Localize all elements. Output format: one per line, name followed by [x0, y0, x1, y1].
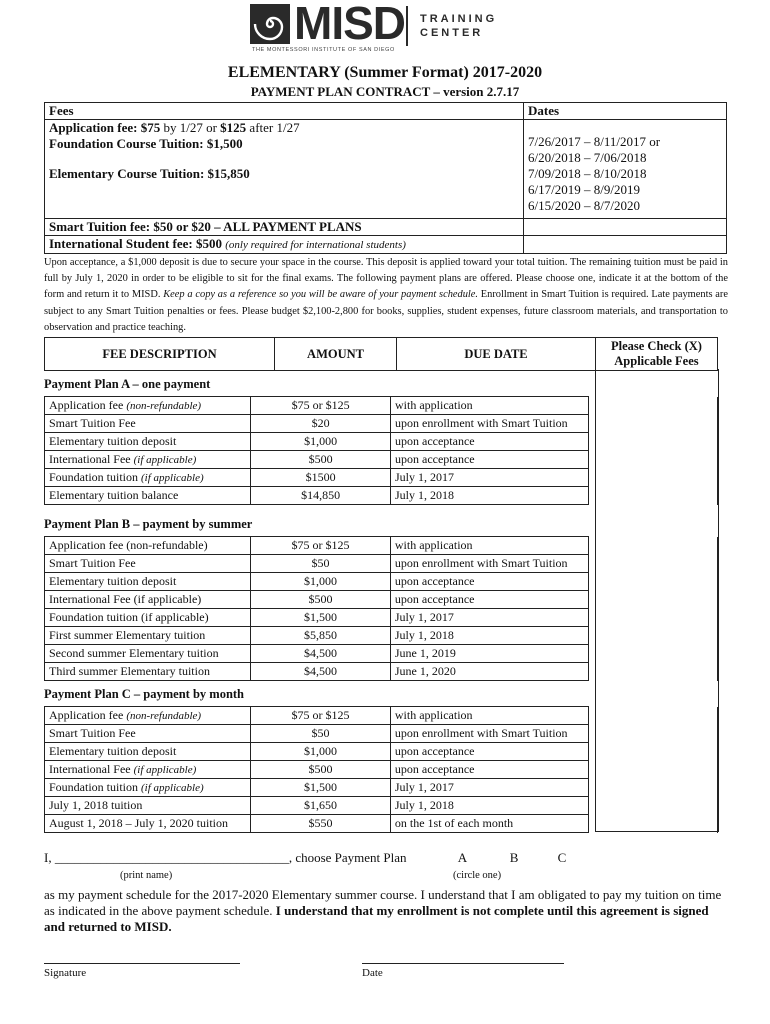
intro-text: Upon acceptance, a $1,000 deposit is due to secure your space in the course. This deposit is applied toward your total tuition. The remaining tuition must be paid in full by July 1, 2020 in order to be eligible to sit for the final exams. The following payment plans are offered. Please choose one, indicate it at the bottom of the form and return it to MISD. [44, 257, 728, 301]
fee-description-text: Second summer Elementary tuition [49, 646, 219, 660]
circle-one-hint: (circle one) [453, 870, 502, 881]
fee-description-text: Smart Tuition Fee [49, 556, 136, 570]
fee-amount: $1,500 [251, 609, 391, 627]
foundation-tuition: Foundation Course Tuition: $1,500 [49, 136, 243, 151]
fee-description-text: Elementary tuition balance [49, 488, 179, 502]
fee-due-date: upon enrollment with Smart Tuition [390, 555, 588, 573]
fee-due-date: upon enrollment with Smart Tuition [391, 415, 589, 433]
application-fee-tail: after 1/27 [246, 120, 300, 135]
elementary-tuition: Elementary Course Tuition: $15,850 [49, 166, 250, 181]
plan-label: Payment Plan B – payment by summer [44, 517, 253, 531]
fee-due-date: June 1, 2020 [390, 663, 588, 681]
international-fee: International Student fee: $500 [49, 236, 222, 251]
fee-note: (if applicable) [141, 782, 204, 794]
plan-label: Payment Plan C – payment by month [44, 687, 245, 701]
fee-amount: $1,000 [251, 573, 391, 591]
fee-description [45, 797, 251, 815]
fee-note: (if applicable) [141, 472, 204, 484]
fee-amount: $50 [251, 725, 391, 743]
fee-description-text: August 1, 2018 – July 1, 2020 tuition [49, 816, 229, 830]
fee-due-date: July 1, 2018 [391, 487, 589, 505]
fee-due-date: with application [390, 537, 588, 555]
fee-description [45, 645, 251, 663]
plans-header [44, 337, 718, 371]
date-line: 6/20/2018 – 7/06/2018 [528, 150, 647, 165]
fee-amount: $75 or $125 [251, 707, 391, 725]
fee-amount: $5,850 [251, 627, 391, 645]
intro-tail-text: Enrollment in Smart Tuition is required. Late payments are subject to any Smart Tuition penalties or fees. Please budget $2,100-2,800 for books, supplies, student expenses, future classroom materials, and transportation to observation and practice teaching. [44, 289, 728, 333]
fee-description [45, 743, 251, 761]
fee-due-date: upon acceptance [390, 591, 588, 609]
fee-due-date: upon acceptance [391, 451, 589, 469]
fee-amount: $4,500 [251, 645, 391, 663]
fees-header: Fees [49, 103, 74, 118]
application-fee-cell [45, 120, 524, 153]
fee-due-date: July 1, 2018 [390, 797, 588, 815]
fee-due-date: on the 1st of each month [390, 815, 588, 833]
date-line: 7/09/2018 – 8/10/2018 [528, 166, 647, 181]
fee-due-date: July 1, 2018 [390, 627, 588, 645]
fee-amount: $500 [251, 591, 391, 609]
application-fee-late: $125 [220, 120, 247, 135]
fee-due-date: July 1, 2017 [390, 609, 588, 627]
agreement-text: as my payment schedule for the 2017-2020 Elementary summer course. I understand that I am obligated to pay my tuition on time as indicated in the above payment schedule. [44, 887, 722, 918]
international-note: (only required for international students) [225, 239, 406, 251]
fee-due-date: July 1, 2017 [390, 779, 588, 797]
fee-due-date: July 1, 2017 [391, 469, 589, 487]
check-header: Please Check (X) Applicable Fees [595, 338, 717, 371]
fee-due-date: with application [391, 397, 589, 415]
fee-due-date: upon acceptance [390, 573, 588, 591]
fee-description [45, 573, 251, 591]
plan-option-b[interactable]: B [509, 850, 519, 865]
plan-choice-line [44, 850, 566, 866]
fee-description-text: Application fee [49, 398, 124, 412]
fee-amount: $1,500 [251, 779, 391, 797]
fee-description [45, 397, 251, 415]
fee-note: (if applicable) [133, 764, 197, 776]
fee-description-text: International Fee (if applicable) [49, 592, 202, 606]
fee-amount: $1,000 [251, 433, 391, 451]
date-line: 6/17/2019 – 8/9/2019 [528, 182, 640, 197]
fee-description-text: Foundation tuition (if applicable) [49, 610, 209, 624]
intro-paragraph [44, 255, 728, 336]
smart-tuition-fee: Smart Tuition fee: $50 or $20 – ALL PAYMENT PLANS [49, 219, 362, 234]
date-line: 7/26/2017 – 8/11/2017 or [528, 134, 661, 149]
intro-italic-note: Keep a copy as a reference so you will be aware of your payment schedule. [163, 289, 478, 301]
logo-subtitle: THE MONTESSORI INSTITUTE OF SAN DIEGO [252, 47, 395, 53]
fee-description [45, 415, 251, 433]
date-line[interactable] [362, 963, 564, 964]
document-subtitle: PAYMENT PLAN CONTRACT – version 2.7.17 [250, 84, 520, 99]
fee-description-text: Foundation tuition [49, 470, 139, 484]
fee-amount: $500 [251, 761, 391, 779]
agreement-bold-text: I understand that my enrollment is not complete until this agreement is signed and returned to MISD. [44, 903, 709, 934]
logo-tagline: TRAINING CENTER [420, 13, 498, 39]
fee-due-date: upon acceptance [390, 761, 588, 779]
fee-note: (if applicable) [133, 454, 197, 466]
fee-amount: $4,500 [251, 663, 391, 681]
amount-header: AMOUNT [275, 338, 397, 371]
fee-description [45, 609, 251, 627]
fee-description [45, 779, 251, 797]
logo-wordmark: MISD [294, 0, 405, 49]
misd-logo [250, 2, 500, 58]
fee-description [45, 707, 251, 725]
fee-description-text: Elementary tuition deposit [49, 744, 177, 758]
fee-description [45, 487, 251, 505]
fees-table [44, 102, 727, 254]
fee-description [45, 555, 251, 573]
fee-description-text: International Fee [49, 452, 131, 466]
fee-amount: $500 [251, 451, 391, 469]
agreement-paragraph [44, 887, 728, 935]
fee-description-text: International Fee [49, 762, 131, 776]
fee-description [45, 761, 251, 779]
fee-description [45, 725, 251, 743]
fee-amount: $14,850 [251, 487, 391, 505]
fee-due-date: upon enrollment with Smart Tuition [390, 725, 588, 743]
print-name-line: I, ____________________________________, choose Payment Plan [44, 850, 407, 865]
logo-divider [406, 6, 408, 46]
fee-note: (non-refundable) [126, 400, 202, 412]
dates-header: Dates [528, 103, 560, 118]
plan-option-c[interactable]: C [557, 850, 567, 865]
signature-label: Signature [44, 967, 87, 979]
fee-description [45, 537, 251, 555]
fee-due-date: with application [390, 707, 588, 725]
fee-description-text: July 1, 2018 tuition [49, 798, 143, 812]
fee-description [45, 433, 251, 451]
fee-description-text: Application fee [49, 708, 124, 722]
fee-description-text: Third summer Elementary tuition [49, 664, 210, 678]
fee-description-text: Application fee (non-refundable) [49, 538, 208, 552]
document-title: ELEMENTARY (Summer Format) 2017-2020 [227, 64, 543, 81]
fee-amount: $50 [251, 555, 391, 573]
fee-amount: $1500 [251, 469, 391, 487]
fee-due-date: June 1, 2019 [390, 645, 588, 663]
fee-description [45, 469, 251, 487]
fee-description [45, 815, 251, 833]
fee-amount: $1,000 [251, 743, 391, 761]
fee-amount: $550 [251, 815, 391, 833]
fee-description-text: Foundation tuition [49, 780, 139, 794]
fee-description-text: Elementary tuition deposit [49, 574, 177, 588]
fee-description-text: Elementary tuition deposit [49, 434, 177, 448]
plan-label: Payment Plan A – one payment [44, 377, 211, 391]
application-fee-label: Application fee: $75 [49, 120, 161, 135]
fee-note: (non-refundable) [126, 710, 202, 722]
application-fee-text: by 1/27 or [160, 120, 221, 135]
fee-amount: $75 or $125 [251, 397, 391, 415]
fee-description [45, 627, 251, 645]
due-date-header: DUE DATE [397, 338, 596, 371]
print-name-hint: (print name) [120, 870, 173, 881]
fee-description [45, 451, 251, 469]
date-line: 6/15/2020 – 8/7/2020 [528, 198, 640, 213]
fee-description [45, 591, 251, 609]
date-label: Date [362, 967, 383, 979]
course-dates [524, 134, 727, 219]
fee-amount: $1,650 [251, 797, 391, 815]
fee-amount: $75 or $125 [251, 537, 391, 555]
plan-option-a[interactable]: A [457, 850, 467, 865]
fee-description-text: Smart Tuition Fee [49, 726, 136, 740]
spiral-logo-icon [250, 4, 290, 44]
fee-description [45, 663, 251, 681]
fee-description-text: First summer Elementary tuition [49, 628, 206, 642]
fee-description-header: FEE DESCRIPTION [45, 338, 275, 371]
fee-amount: $20 [251, 415, 391, 433]
fee-description-text: Smart Tuition Fee [49, 416, 136, 430]
signature-line[interactable] [44, 963, 240, 964]
fee-due-date: upon acceptance [390, 743, 588, 761]
check-column[interactable] [595, 369, 719, 832]
fee-due-date: upon acceptance [391, 433, 589, 451]
